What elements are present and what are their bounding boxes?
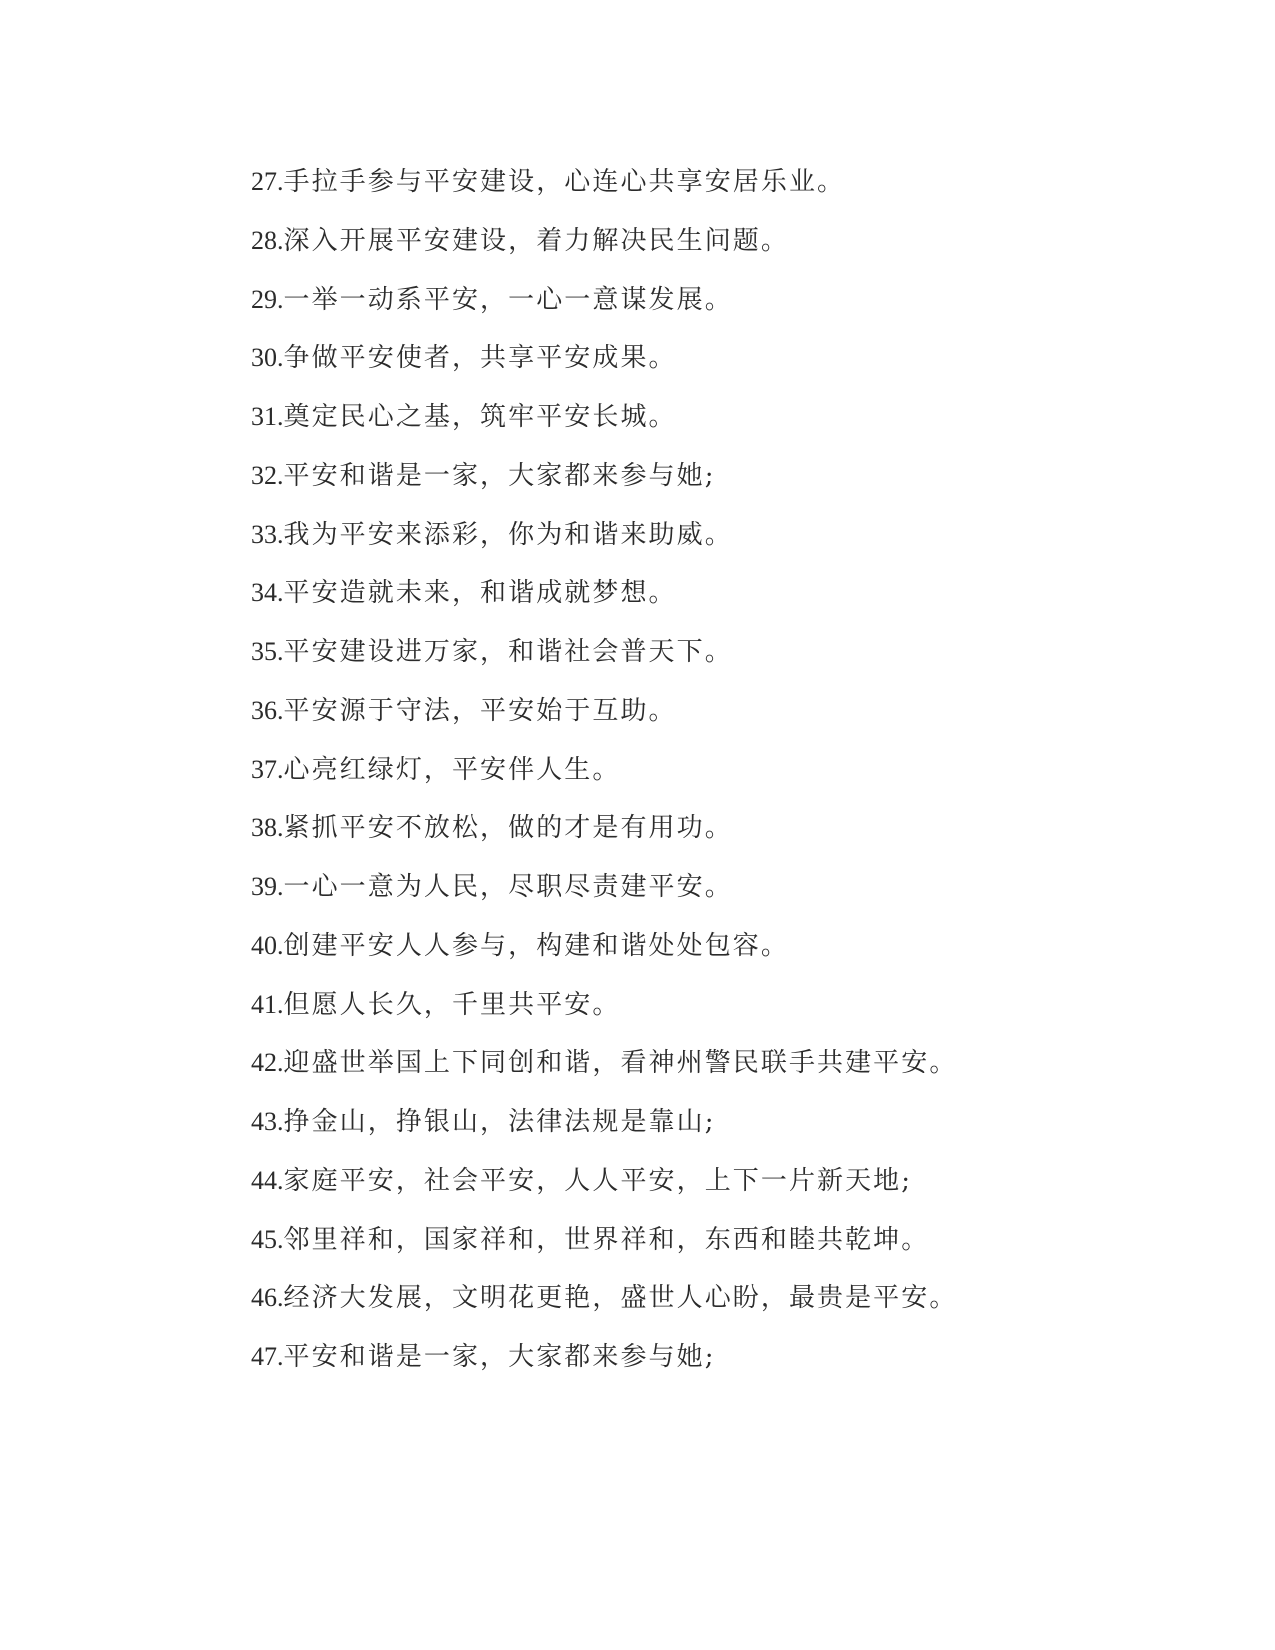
item-number: 41. <box>251 989 284 1019</box>
item-text: 紧抓平安不放松，做的才是有用功。 <box>283 813 733 844</box>
item-text: 但愿人长久，千里共平安。 <box>283 989 621 1020</box>
list-item <box>251 278 1151 337</box>
list-item <box>251 1276 1151 1335</box>
list-item <box>251 1218 1151 1277</box>
list-item <box>251 806 1151 865</box>
list-item <box>251 513 1151 572</box>
item-text: 手拉手参与平安建设，心连心共享安居乐业。 <box>283 167 846 197</box>
list-item <box>251 1041 1151 1100</box>
list-item <box>251 865 1151 924</box>
item-number: 34. <box>251 578 284 608</box>
list-item <box>251 336 1151 395</box>
item-text: 心亮红绿灯，平安伴人生。 <box>283 754 621 785</box>
item-number: 45. <box>251 1224 284 1254</box>
item-number: 44. <box>251 1165 284 1195</box>
list-item <box>251 1100 1151 1159</box>
list-item <box>251 219 1151 278</box>
item-number: 30. <box>251 343 284 373</box>
item-number: 38. <box>251 813 284 843</box>
item-number: 42. <box>251 1048 284 1078</box>
item-number: 46. <box>251 1283 284 1313</box>
item-number: 35. <box>251 637 284 666</box>
slogan-list <box>251 160 1151 1394</box>
list-item <box>251 1335 1151 1394</box>
list-item <box>251 748 1151 807</box>
item-text: 平安建设进万家，和谐社会普天下。 <box>283 637 733 667</box>
item-number: 28. <box>251 225 284 255</box>
item-number: 47. <box>251 1342 284 1371</box>
list-item <box>251 924 1151 983</box>
list-item <box>251 1159 1151 1218</box>
item-number: 31. <box>251 402 284 431</box>
item-text: 迎盛世举国上下同创和谐，看神州警民联手共建平安。 <box>283 1048 958 1079</box>
item-text: 一心一意为人民，尽职尽责建平安。 <box>283 872 733 902</box>
item-text: 深入开展平安建设，着力解决民生问题。 <box>283 225 789 256</box>
item-text: 争做平安使者，共享平安成果。 <box>283 343 677 374</box>
item-number: 36. <box>251 695 284 725</box>
item-text: 我为平安来添彩，你为和谐来助威。 <box>283 519 733 550</box>
item-number: 40. <box>251 930 284 960</box>
list-item <box>251 454 1151 513</box>
item-number: 32. <box>251 460 284 490</box>
item-text: 平安造就未来，和谐成就梦想。 <box>283 578 677 609</box>
list-item <box>251 689 1151 748</box>
item-text: 平安源于守法，平安始于互助。 <box>283 695 677 726</box>
list-item <box>251 983 1151 1042</box>
item-text: 邻里祥和，国家祥和，世界祥和，东西和睦共乾坤。 <box>283 1224 930 1255</box>
item-number: 29. <box>251 284 284 314</box>
item-text: 经济大发展，文明花更艳，盛世人心盼，最贵是平安。 <box>283 1283 958 1314</box>
item-text: 创建平安人人参与，构建和谐处处包容。 <box>283 930 789 961</box>
item-number: 39. <box>251 872 284 901</box>
item-text: 一举一动系平安，一心一意谋发展。 <box>283 284 733 315</box>
list-item <box>251 571 1151 630</box>
item-text: 挣金山，挣银山，法律法规是靠山; <box>283 1107 716 1137</box>
list-item <box>251 160 1151 219</box>
item-text: 平安和谐是一家，大家都来参与她; <box>283 1342 716 1372</box>
item-number: 43. <box>251 1107 284 1136</box>
item-text: 家庭平安，社会平安，人人平安，上下一片新天地; <box>283 1165 913 1196</box>
item-number: 27. <box>251 167 284 196</box>
list-item <box>251 395 1151 454</box>
item-text: 平安和谐是一家，大家都来参与她; <box>283 460 716 491</box>
item-number: 33. <box>251 519 284 549</box>
item-text: 奠定民心之基，筑牢平安长城。 <box>283 402 677 432</box>
list-item <box>251 630 1151 689</box>
item-number: 37. <box>251 754 284 784</box>
